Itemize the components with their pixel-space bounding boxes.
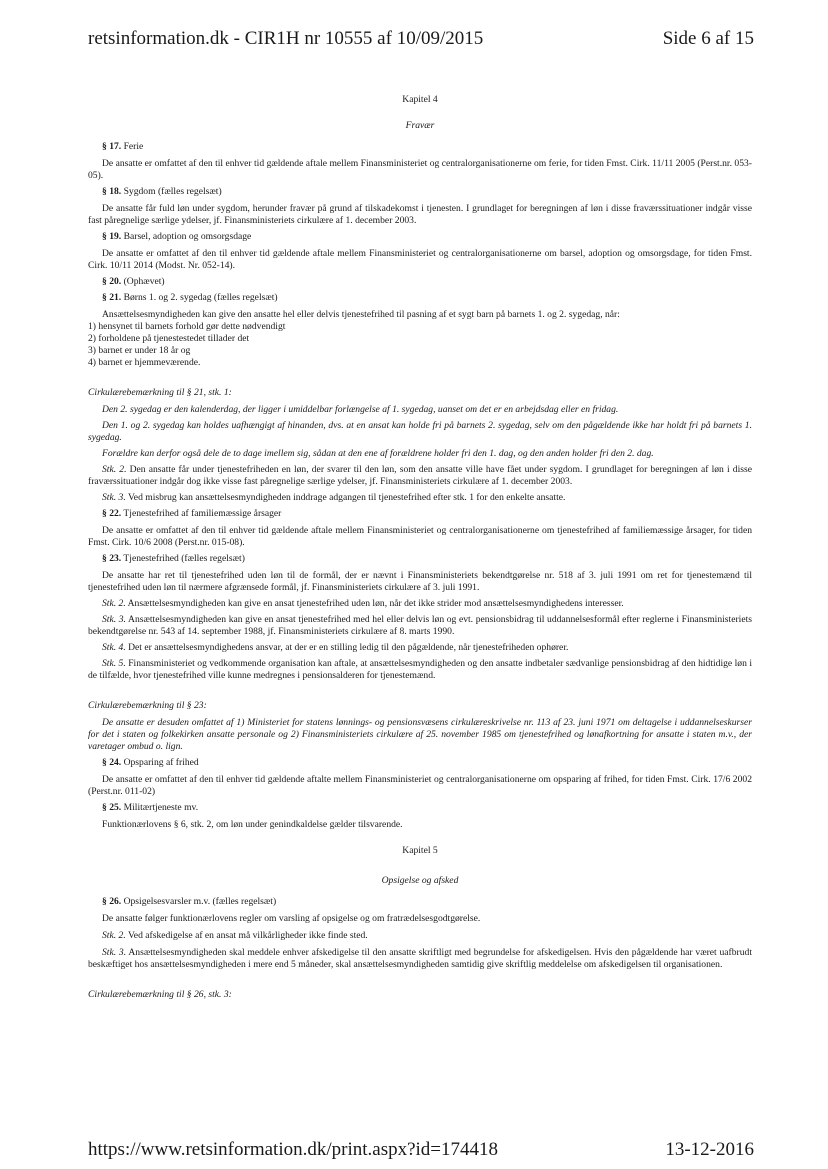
stk-label: Stk. 2. bbox=[102, 598, 126, 609]
section-number: § 26. bbox=[102, 896, 122, 907]
stk-text: Ved afskedigelse af en ansat må vilkårligheder ikke finde sted. bbox=[125, 930, 368, 941]
source-url: https://www.retsinformation.dk/print.aspx?id=174418 bbox=[88, 1139, 499, 1160]
section-number: § 23. bbox=[102, 553, 122, 564]
stk-text: Den ansatte får under tjenestefriheden en løn, der svarer til den løn, som den ansatte ville have fået under sygdom. I grundlaget for beregningen af løn i disse fraværssituationer indgår dog ikke visse fast påregnelige særlige ydelser, jf. Finansministeriets cirkulære af 1. december 2003. bbox=[88, 464, 752, 487]
section-number: § 21. bbox=[102, 292, 122, 303]
remark-21-paragraph: Den 1. og 2. sygedag kan holdes uafhængigt af hinanden, dvs. at en ansat kan holde fri på barnets 2. sygedag, selv om den pågældende ikke har holdt fri på barnets 1. sygedag. bbox=[88, 420, 752, 443]
section-title: Sygdom (fælles regelsæt) bbox=[121, 186, 222, 197]
section-title: Opsigelsesvarsler m.v. (fælles regelsæt) bbox=[121, 896, 277, 907]
section-19-heading bbox=[88, 231, 752, 243]
list-item: 4) barnet er hjemmeværende. bbox=[88, 357, 201, 368]
stk-label: Stk. 4. bbox=[102, 642, 126, 653]
section-title: Opsparing af frihed bbox=[121, 757, 199, 768]
section-21-heading bbox=[88, 292, 752, 304]
stk-label: Stk. 2. bbox=[102, 464, 127, 475]
stk-label: Stk. 5. bbox=[102, 658, 126, 669]
section-23-heading bbox=[88, 553, 752, 565]
section-21-text: Ansættelsesmyndigheden kan give den ansatte hel eller delvis tjenestefrihed til pasning af et sygt barn på barnets 1. og 2. sygedag, når: bbox=[102, 309, 620, 320]
chapter-5-label: Kapitel 5 bbox=[402, 845, 438, 856]
section-number: § 24. bbox=[102, 757, 122, 768]
section-number: § 17. bbox=[102, 141, 122, 152]
section-number: § 25. bbox=[102, 802, 122, 813]
section-18-heading bbox=[88, 186, 752, 198]
stk-label: Stk. 3. bbox=[102, 614, 126, 625]
section-number: § 20. bbox=[102, 276, 122, 287]
section-26-stk-3 bbox=[88, 947, 752, 971]
section-24-text: De ansatte er omfattet af den til enhver tid gældende aftalte mellem Finansministeriet og centralorganisationerne om opsparing af frihed, for tiden Fmst. Cirk. 17/6 2002 (Perst.nr. 011-02) bbox=[88, 774, 752, 797]
print-date: 13-12-2016 bbox=[665, 1139, 754, 1160]
section-25-text: Funktionærlovens § 6, stk. 2, om løn under genindkaldelse gælder tilsvarende. bbox=[102, 819, 403, 830]
page-number: Side 6 af 15 bbox=[662, 28, 754, 49]
section-title: Tjenestefrihed (fælles regelsæt) bbox=[121, 553, 245, 564]
section-20-heading bbox=[88, 276, 752, 288]
remark-23-text: De ansatte er desuden omfattet af 1) Ministeriet for statens lønnings- og pensionsvæsens cirkulæreskrivelse nr. 113 af 23. juni 1971 om deltagelse i uddannelseskurser for det i staten og folkekirken ansatte personale og 2) Finansministeriets cirkulære af 25. november 1985 om tjenestefrihed og lønafkortning for ansatte i staten m.v., der varetager ombud o. lign. bbox=[88, 717, 752, 752]
stk-label: Stk. 3. bbox=[102, 492, 126, 503]
stk-text: Det er ansættelsesmyndighedens ansvar, at der er en stilling ledig til den pågældende, når tjenestefriheden ophører. bbox=[125, 642, 569, 653]
document-body bbox=[88, 94, 752, 1001]
section-title: (Ophævet) bbox=[121, 276, 165, 287]
section-17-heading bbox=[88, 141, 752, 153]
section-number: § 19. bbox=[102, 231, 122, 242]
stk-text: Ved misbrug kan ansættelsesmyndigheden inddrage adgangen til tjenestefrihed efter stk. 1 for den enkelte ansatte. bbox=[125, 492, 566, 503]
list-item: 3) barnet er under 18 år og bbox=[88, 345, 191, 356]
section-22-text: De ansatte er omfattet af den til enhver tid gældende aftale mellem Finansministeriet og centralorganisationerne om tjenestefrihed af familiemæssige årsager, for tiden Fmst. Cirk. 10/6 2008 (Perst.nr. 015-08). bbox=[88, 525, 752, 548]
stk-label: Stk. 2. bbox=[102, 930, 126, 941]
list-item: 1) hensynet til barnets forhold gør dette nødvendigt bbox=[88, 321, 286, 332]
section-19-text: De ansatte er omfattet af den til enhver tid gældende aftale mellem Finansministeriet og centralorganisationerne om barsel, adoption og omsorgsdage, for tiden Fmst. Cirk. 10/11 2014 (Modst. Nr. 052-14). bbox=[88, 248, 752, 271]
remark-21-paragraph: Den 2. sygedag er den kalenderdag, der ligger i umiddelbar forlængelse af 1. sygedag, uanset om det er en arbejdsdag eller en fridag. bbox=[102, 404, 619, 415]
section-title: Tjenestefrihed af familiemæssige årsager bbox=[121, 508, 282, 519]
remark-26-heading: Cirkulærebemærkning til § 26, stk. 3: bbox=[88, 989, 232, 1000]
section-23-stk-2 bbox=[88, 598, 752, 610]
remark-23-heading: Cirkulærebemærkning til § 23: bbox=[88, 700, 207, 711]
section-title: Børns 1. og 2. sygedag (fælles regelsæt) bbox=[121, 292, 278, 303]
stk-text: Ansættelsesmyndigheden kan give en ansat tjenestefrihed uden løn, når det ikke strider mod ansættelsesmyndighedens interesser. bbox=[125, 598, 624, 609]
section-25-heading bbox=[88, 802, 752, 814]
remark-21-paragraph: Forældre kan derfor også dele de to dage imellem sig, sådan at den ene af forældrene holder fri den 1. dag, og den anden holder fri den 2. dag. bbox=[102, 448, 654, 459]
section-22-heading bbox=[88, 508, 752, 520]
page-header bbox=[88, 28, 754, 50]
section-21-stk-2 bbox=[88, 464, 752, 488]
chapter-4-label: Kapitel 4 bbox=[402, 94, 438, 105]
section-26-heading bbox=[88, 896, 752, 908]
section-number: § 18. bbox=[102, 186, 122, 197]
list-item: 2) forholdene på tjenestestedet tillader det bbox=[88, 333, 250, 344]
stk-text: Ansættelsesmyndigheden kan give en ansat tjenestefrihed med hel eller delvis løn og evt. pensionsbidrag til uddannelsesformål efter reglerne i Finansministeriets bekendtgørelse nr. 543 af 14. september 1988, jf. Finansministeriets cirkulære af 8. marts 1990. bbox=[88, 614, 752, 637]
chapter-4-title: Fravær bbox=[405, 120, 435, 131]
document-reference: retsinformation.dk - CIR1H nr 10555 af 10/09/2015 bbox=[88, 28, 484, 49]
section-21-conditions bbox=[88, 321, 752, 369]
section-title: Barsel, adoption og omsorgsdage bbox=[121, 231, 252, 242]
page-footer bbox=[88, 1139, 754, 1161]
section-23-text: De ansatte har ret til tjenestefrihed uden løn til de formål, der er nævnt i Finansministeriets bekendtgørelse nr. 518 af 3. juli 1991 om ret for tjenestemænd til tjenestefrihed uden løn til nærmere afgrænsede formål, jf. Finansministeriets cirkulære af 3. juli 1991. bbox=[88, 570, 752, 593]
section-23-stk-5 bbox=[88, 658, 752, 682]
section-number: § 22. bbox=[102, 508, 122, 519]
section-18-text: De ansatte får fuld løn under sygdom, herunder fravær på grund af tilskadekomst i tjenesten. I grundlaget for beregningen af løn i disse fraværssituationer indgår visse fast påregnelige særlige ydelser, jf. Finansministeriets cirkulære af 1. december 2003. bbox=[88, 203, 752, 226]
remark-21-heading: Cirkulærebemærkning til § 21, stk. 1: bbox=[88, 387, 232, 398]
section-26-text: De ansatte følger funktionærlovens regler om varsling af opsigelse og om fratrædelsesgodtgørelse. bbox=[102, 913, 481, 924]
chapter-5-title: Opsigelse og afsked bbox=[381, 875, 459, 886]
section-23-stk-3 bbox=[88, 614, 752, 638]
section-24-heading bbox=[88, 757, 752, 769]
section-23-stk-4 bbox=[88, 642, 752, 654]
stk-text: Finansministeriet og vedkommende organisation kan aftale, at ansættelsesmyndigheden og den ansatte indbetaler sædvanlige pensionsbidrag af den hidtidige løn i de tilfælde, hvor tjenestefrihed ville kunne medregnes i pensionsalderen for tjenestemænd. bbox=[88, 658, 752, 681]
section-title: Militærtjeneste mv. bbox=[121, 802, 199, 813]
stk-label: Stk. 3. bbox=[102, 947, 127, 958]
stk-text: Ansættelsesmyndigheden skal meddele enhver afskedigelse til den ansatte skriftligt med begrundelse for afskedigelsen. Hvis den pågældende har været uafbrudt beskæftiget hos ansættelsesmyndigheden i mere end 5 måneder, skal ansættelsesmyndigheden samtidig give skriftlig meddelelse om afskedigelsen til organisationen. bbox=[88, 947, 752, 970]
section-title: Ferie bbox=[121, 141, 144, 152]
section-17-text: De ansatte er omfattet af den til enhver tid gældende aftale mellem Finansministeriet og centralorganisationerne om ferie, for tiden Fmst. Cirk. 11/11 2005 (Perst.nr. 053-05). bbox=[88, 158, 752, 181]
section-21-stk-3 bbox=[88, 492, 752, 504]
section-26-stk-2 bbox=[88, 930, 752, 942]
